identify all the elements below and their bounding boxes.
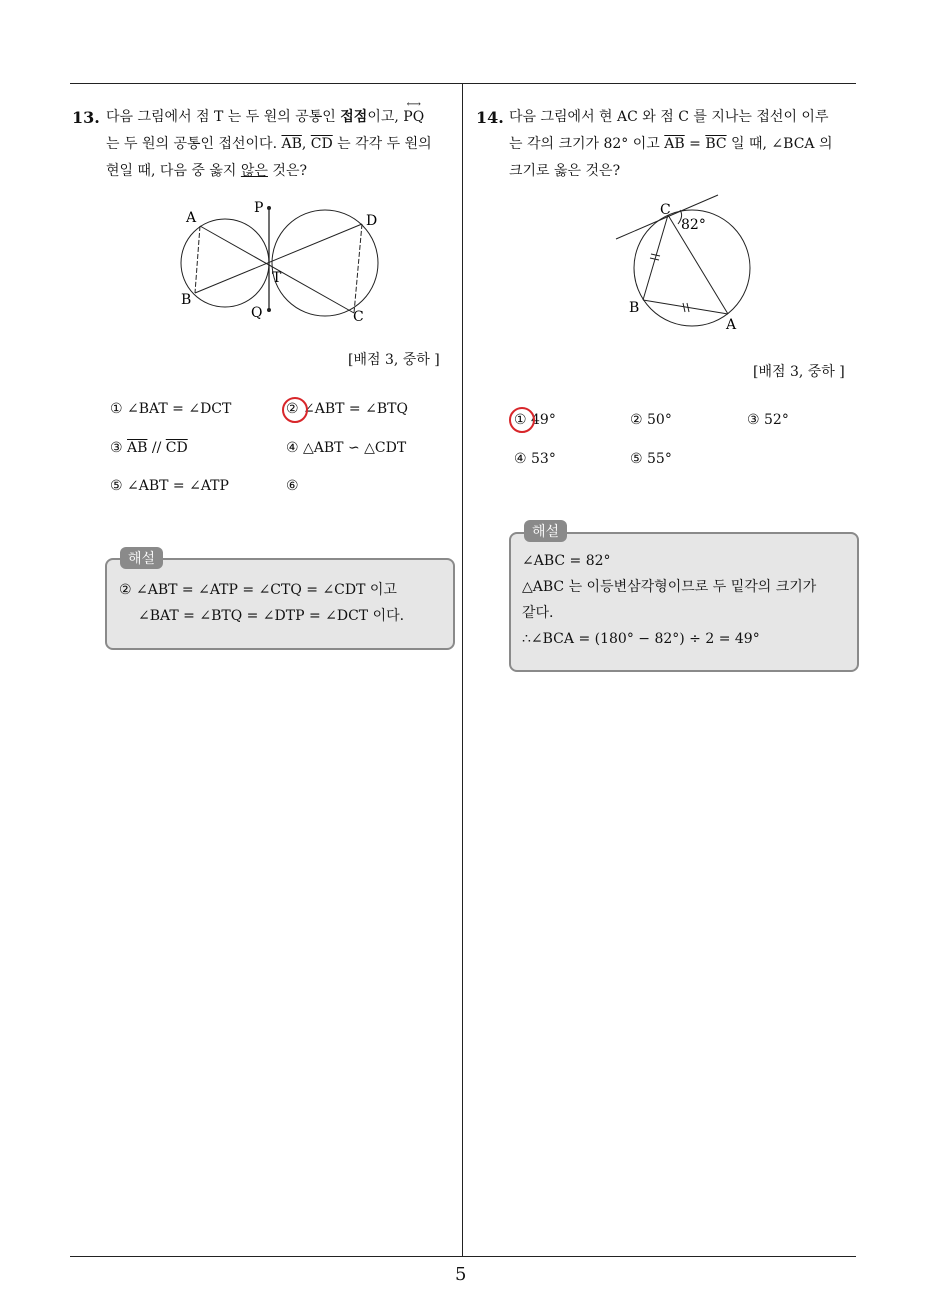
q13-choice-3[interactable]	[110, 440, 188, 456]
q14-solution-line-4: ∴∠BCA = (180° − 82°) ÷ 2 = 49°	[522, 631, 760, 647]
q13-solution-line-2: ∠BAT = ∠BTQ = ∠DTP = ∠DCT 이다.	[138, 608, 405, 624]
q14-choice-3[interactable]: ③ 52°	[747, 412, 789, 428]
q14-solution-line-2: △ABC 는 이등변삼각형이므로 두 밑각의 크기가	[522, 579, 817, 595]
q14-choice-1[interactable]: ① 49°	[514, 412, 556, 428]
label-p: P	[254, 200, 264, 216]
tick-ba-1	[683, 303, 685, 312]
q13-figure	[170, 190, 390, 330]
bottom-rule	[70, 1256, 856, 1257]
label-q: Q	[251, 305, 263, 321]
q14-ab: $\overline{AB}$	[664, 136, 685, 152]
q13-cd: $\overline{CD}$	[310, 136, 333, 152]
q13-text-part: 는 두 원의 공통인 접선이다.	[106, 136, 282, 152]
left-circle	[181, 219, 269, 307]
q13-choice-5[interactable]: ⑤ ∠ABT = ∠ATP	[110, 478, 229, 494]
chord-ab	[195, 226, 200, 293]
column-divider	[462, 83, 463, 1256]
q13-text-part: 현일 때, 다음 중 옳지	[106, 163, 241, 179]
q13-choice-3-cd: $\overline{CD}$	[165, 440, 188, 456]
q14-figure	[610, 190, 760, 340]
q14-text-part: =	[684, 136, 706, 152]
q14-score: [배점 3, 중하 ]	[753, 364, 845, 380]
q13-choice-1[interactable]: ① ∠BAT = ∠DCT	[110, 401, 232, 417]
top-rule	[70, 83, 856, 84]
q13-choice-3-parallel: //	[147, 440, 166, 456]
label-b: B	[181, 292, 192, 308]
q14-text-part: 는 각의 크기가 82° 이고	[509, 136, 665, 152]
q13-choice-6[interactable]: ⑥	[286, 478, 299, 494]
q13-choice-3-ab: $\overline{AB}$	[127, 440, 148, 456]
q13-text-part: 것은?	[267, 163, 307, 179]
label-c: C	[353, 309, 364, 325]
q14-solution-line-3: 같다.	[522, 605, 554, 621]
q14-solution-line-1: ∠ABC = 82°	[522, 553, 611, 569]
pq-line-symbol	[403, 99, 425, 131]
label-d: D	[366, 213, 378, 229]
q13-text-part: 이고,	[367, 109, 404, 125]
tick-cb-1	[651, 254, 660, 256]
q13-line-1	[106, 99, 456, 131]
q13-solution-tag: 해설	[120, 547, 163, 569]
q14-line-2	[509, 131, 859, 158]
q14-line-1: 다음 그림에서 현 AC 와 점 C 를 지나는 접선이 이루	[509, 109, 829, 125]
q13-text-part: ,	[301, 136, 311, 152]
page-number: 5	[455, 1264, 467, 1285]
q13-text-part: 는 각각 두 원의	[332, 136, 432, 152]
q13-text-bold: 접점	[340, 109, 368, 125]
q13-choice-2[interactable]: ② ∠ABT = ∠BTQ	[286, 401, 408, 417]
q14-line-3: 크기로 옳은 것은?	[509, 163, 621, 179]
label-a: A	[186, 210, 197, 226]
label-t: T	[272, 270, 282, 286]
q13-number: 13.	[72, 108, 100, 127]
q13-text	[106, 99, 456, 185]
label-a: A	[726, 317, 737, 333]
q13-text-underlined: 않은	[240, 163, 268, 179]
q14-choice-5[interactable]: ⑤ 55°	[630, 451, 672, 467]
q13-score: [배점 3, 중하 ]	[348, 352, 440, 368]
q13-pq: PQ	[403, 109, 425, 125]
point-p-dot	[267, 206, 271, 210]
q14-text	[509, 104, 859, 185]
label-c: C	[660, 202, 671, 218]
q14-text-part: 일 때, ∠BCA 의	[726, 136, 833, 152]
q13-text-part: 다음 그림에서 점 T 는 두 원의 공통인	[106, 109, 341, 125]
q14-choice-4[interactable]: ④ 53°	[514, 451, 556, 467]
label-angle: 82°	[681, 217, 706, 233]
side-cb	[643, 215, 668, 300]
q13-solution-line-1: ② ∠ABT = ∠ATP = ∠CTQ = ∠CDT 이고	[119, 582, 397, 598]
q14-number: 14.	[476, 108, 504, 127]
q13-line-2	[106, 131, 456, 158]
q13-choice-3-num: ③	[110, 440, 123, 456]
answer-mark-circle	[282, 397, 308, 423]
side-ba	[643, 300, 728, 314]
q14-choice-2[interactable]: ② 50°	[630, 412, 672, 428]
point-q-dot	[267, 308, 271, 312]
line-arrow-icon: ⟷	[406, 99, 421, 110]
chord-cd	[354, 224, 362, 313]
q13-ab: $\overline{AB}$	[281, 136, 302, 152]
label-b: B	[629, 300, 640, 316]
answer-mark-circle	[509, 407, 535, 433]
q14-bc: $\overline{BC}$	[705, 136, 727, 152]
q13-choice-4[interactable]: ④ △ABT ∽ △CDT	[286, 440, 407, 456]
q14-solution-tag: 해설	[524, 520, 567, 542]
q13-line-3	[106, 158, 456, 185]
